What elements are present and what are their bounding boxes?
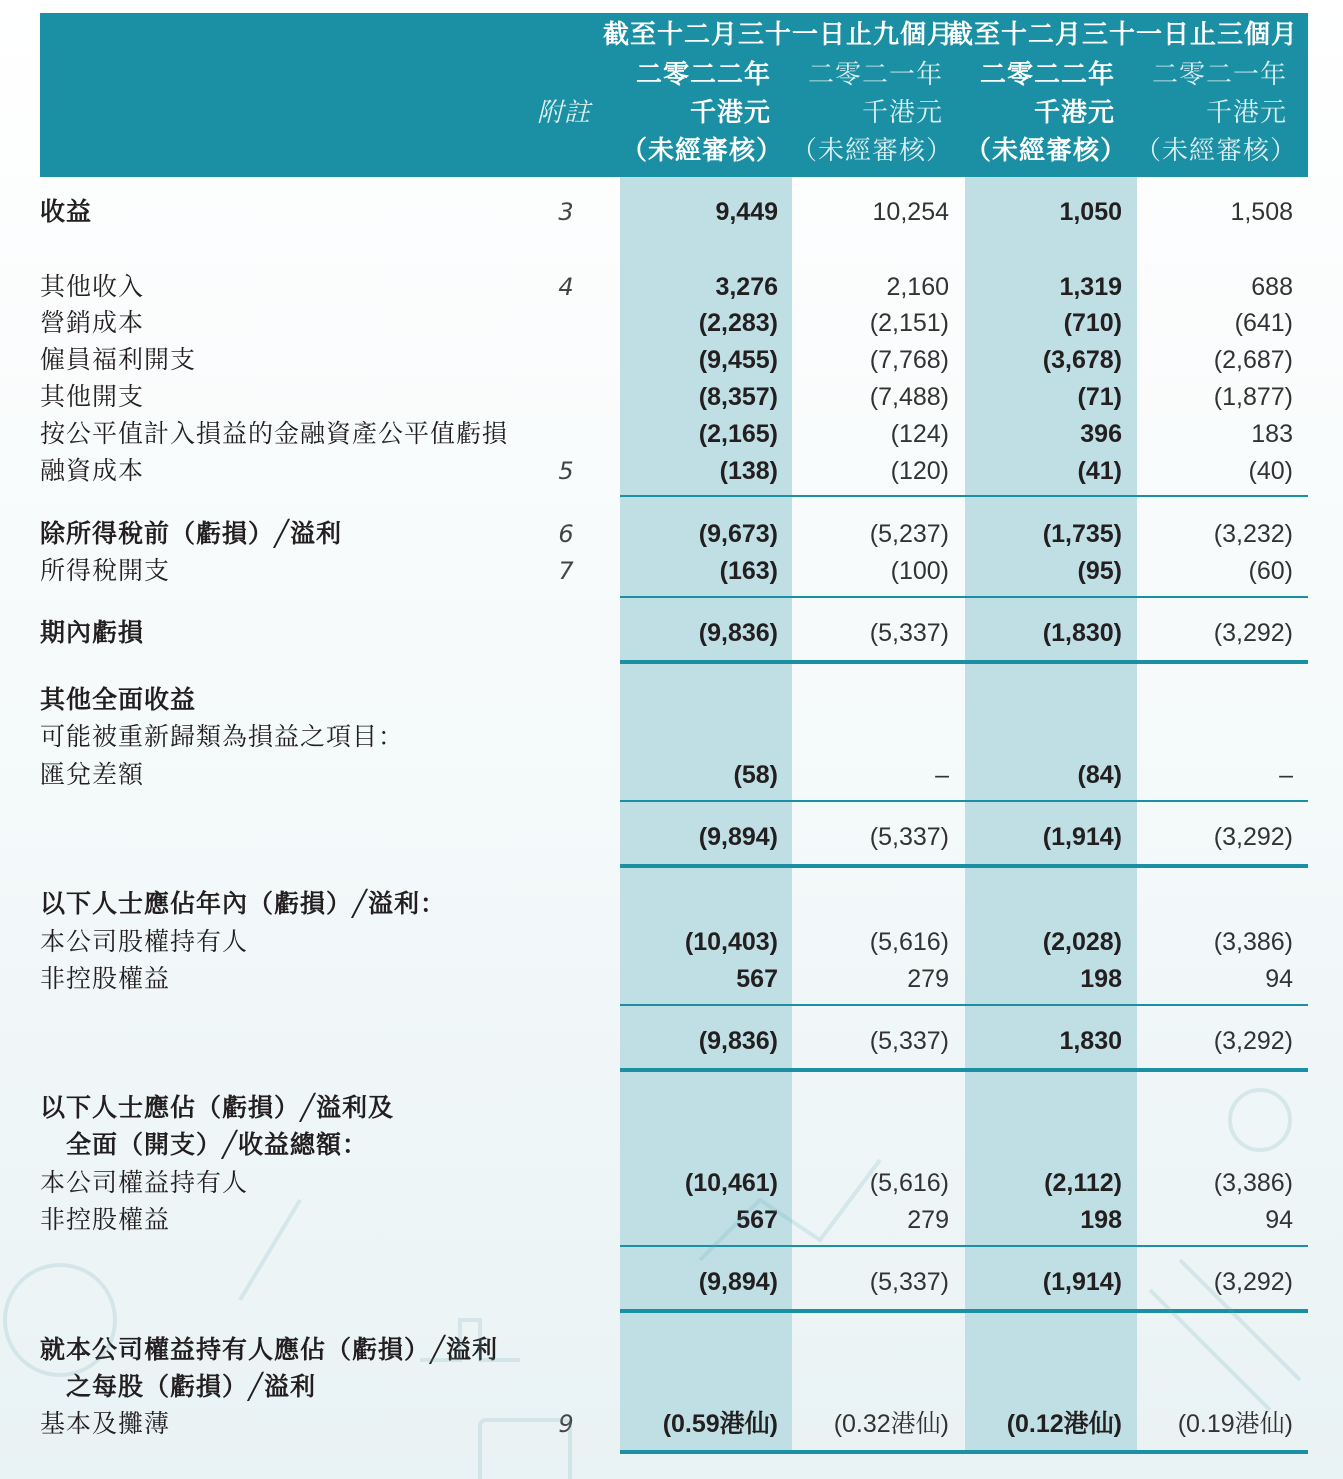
row-label: 之每股（虧損）╱溢利: [66, 1372, 317, 1401]
value-9m-2021: (124): [890, 420, 949, 448]
value-9m-2021: 279: [907, 1206, 949, 1234]
value-3m-2021: (3,232): [1213, 520, 1293, 548]
value-9m-2022: 3,276: [715, 273, 778, 301]
value-3m-2022: (2,112): [1044, 1169, 1122, 1197]
value-9m-2022: (58): [733, 761, 778, 789]
value-9m-2022: (9,836): [698, 619, 778, 647]
row-label: 基本及攤薄: [40, 1409, 171, 1438]
value-3m-2021: 183: [1251, 420, 1293, 448]
value-3m-2022: 396: [1080, 420, 1122, 448]
value-3m-2022: 1,319: [1059, 273, 1122, 301]
header-9m-2022-unit: 千港元: [689, 98, 771, 128]
value-9m-2022: (10,403): [684, 928, 778, 956]
value-3m-2022: (71): [1077, 383, 1122, 411]
row-label: 除所得稅前（虧損）╱溢利: [40, 519, 343, 548]
row-label: 非控股權益: [40, 964, 171, 993]
row-label: 融資成本: [40, 456, 145, 485]
row-label: 期內虧損: [40, 618, 145, 647]
rule: [620, 660, 1308, 664]
value-9m-2021: (0.32港仙): [833, 1410, 949, 1438]
value-3m-2022: 1,050: [1059, 198, 1122, 226]
value-3m-2021: (3,292): [1213, 1268, 1293, 1296]
row-label: 其他收入: [40, 272, 145, 301]
row-label: 就本公司權益持有人應佔（虧損）╱溢利: [40, 1335, 499, 1364]
value-9m-2021: (7,768): [869, 346, 949, 374]
row-label: 全面（開支）╱收益總額：: [66, 1130, 369, 1159]
value-3m-2021: 688: [1251, 273, 1293, 301]
value-9m-2021: 2,160: [886, 273, 949, 301]
value-3m-2022: (2,028): [1042, 928, 1122, 956]
header-three-months: 截至十二月三十一日止三個月: [946, 20, 1298, 50]
row-label: 非控股權益: [40, 1205, 171, 1234]
value-9m-2022: (138): [719, 457, 778, 485]
row-note-ref: 5: [558, 457, 574, 485]
value-9m-2021: (5,616): [869, 1169, 949, 1197]
row-label: 匯兌差額: [40, 760, 145, 789]
rule: [620, 800, 1308, 802]
header-3m-2021-unaudited: （未經審核）: [1134, 136, 1297, 166]
value-3m-2022: (84): [1077, 761, 1122, 789]
value-9m-2021: (5,337): [869, 1027, 949, 1055]
value-3m-2021: 94: [1265, 965, 1293, 993]
value-3m-2021: (3,386): [1213, 1169, 1293, 1197]
header-3m-2021-year: 二零二一年: [1151, 60, 1287, 90]
row-label: 其他全面收益: [40, 685, 197, 714]
value-9m-2021: (120): [890, 457, 949, 485]
header-3m-2022-unit: 千港元: [1033, 98, 1115, 128]
value-9m-2021: (5,337): [869, 1268, 949, 1296]
row-label: 可能被重新歸類為損益之項目：: [40, 722, 405, 751]
value-9m-2022: (9,673): [698, 520, 778, 548]
row-label: 其他開支: [40, 382, 145, 411]
header-9m-2022-unaudited: （未經審核）: [620, 136, 783, 166]
value-9m-2021: (100): [890, 557, 949, 585]
value-9m-2022: (10,461): [684, 1169, 778, 1197]
row-label: 本公司股權持有人: [40, 927, 249, 956]
row-label: 所得稅開支: [40, 556, 171, 585]
header-9m-2021-unit: 千港元: [861, 98, 943, 128]
value-3m-2021: 1,508: [1230, 198, 1293, 226]
row-note-ref: 3: [558, 198, 574, 226]
value-3m-2022: (1,830): [1042, 619, 1122, 647]
header-9m-2021-year: 二零二一年: [807, 60, 943, 90]
rule: [620, 1004, 1308, 1006]
rule: [620, 1309, 1308, 1313]
value-3m-2022: (95): [1077, 557, 1122, 585]
header-notes: 附註: [536, 98, 591, 128]
rule: [620, 495, 1308, 497]
row-label: 按公平值計入損益的金融資產公平值虧損: [40, 419, 509, 448]
value-3m-2022: (1,914): [1042, 823, 1122, 851]
value-9m-2021: (2,151): [869, 309, 949, 337]
value-9m-2022: (9,455): [698, 346, 778, 374]
value-9m-2021: 10,254: [872, 198, 949, 226]
value-3m-2021: (3,386): [1213, 928, 1293, 956]
rule: [620, 596, 1308, 598]
value-3m-2021: 94: [1265, 1206, 1293, 1234]
rule: [620, 1450, 1308, 1454]
row-label: 僱員福利開支: [40, 345, 197, 374]
value-9m-2021: (7,488): [869, 383, 949, 411]
value-9m-2022: (9,836): [698, 1027, 778, 1055]
rule: [620, 1245, 1308, 1247]
value-9m-2021: –: [935, 761, 949, 789]
header-nine-months: 截至十二月三十一日止九個月: [602, 20, 954, 50]
row-note-ref: 4: [558, 273, 574, 301]
value-9m-2022: (9,894): [698, 823, 778, 851]
value-9m-2022: (0.59港仙): [662, 1410, 778, 1438]
value-3m-2022: 198: [1080, 965, 1122, 993]
value-9m-2022: (163): [719, 557, 778, 585]
value-3m-2022: (3,678): [1042, 346, 1122, 374]
value-3m-2022: 1,830: [1059, 1027, 1122, 1055]
value-9m-2022: 567: [736, 1206, 778, 1234]
value-3m-2022: (1,914): [1042, 1268, 1122, 1296]
value-3m-2021: (40): [1248, 457, 1293, 485]
value-3m-2021: –: [1279, 761, 1293, 789]
value-3m-2021: (0.19港仙): [1177, 1410, 1293, 1438]
value-3m-2022: (41): [1077, 457, 1122, 485]
value-9m-2022: 567: [736, 965, 778, 993]
value-3m-2021: (3,292): [1213, 1027, 1293, 1055]
value-3m-2021: (60): [1248, 557, 1293, 585]
row-label: 本公司權益持有人: [40, 1168, 249, 1197]
value-3m-2022: (0.12港仙): [1006, 1410, 1122, 1438]
value-9m-2021: (5,337): [869, 823, 949, 851]
value-9m-2021: 279: [907, 965, 949, 993]
rule: [620, 1068, 1308, 1072]
value-3m-2022: (1,735): [1042, 520, 1122, 548]
value-3m-2021: (3,292): [1213, 619, 1293, 647]
rule: [620, 864, 1308, 868]
value-3m-2021: (2,687): [1213, 346, 1293, 374]
value-9m-2021: (5,616): [869, 928, 949, 956]
header-9m-2022-year: 二零二二年: [635, 60, 771, 90]
value-9m-2022: (2,165): [698, 420, 778, 448]
header-3m-2021-unit: 千港元: [1205, 98, 1287, 128]
value-3m-2022: 198: [1080, 1206, 1122, 1234]
row-label: 營銷成本: [40, 308, 145, 337]
value-9m-2022: (8,357): [698, 383, 778, 411]
value-9m-2022: 9,449: [715, 198, 778, 226]
value-9m-2022: (2,283): [698, 309, 778, 337]
row-note-ref: 6: [558, 520, 574, 548]
value-3m-2021: (641): [1234, 309, 1293, 337]
value-3m-2022: (710): [1063, 309, 1122, 337]
row-note-ref: 9: [558, 1410, 574, 1438]
header-9m-2021-unaudited: （未經審核）: [790, 136, 953, 166]
value-9m-2021: (5,237): [869, 520, 949, 548]
value-9m-2021: (5,337): [869, 619, 949, 647]
value-3m-2021: (1,877): [1213, 383, 1293, 411]
row-label: 以下人士應佔（虧損）╱溢利及: [40, 1093, 395, 1122]
row-label: 收益: [40, 197, 93, 226]
value-9m-2022: (9,894): [698, 1268, 778, 1296]
header-3m-2022-year: 二零二二年: [979, 60, 1115, 90]
value-3m-2021: (3,292): [1213, 823, 1293, 851]
row-note-ref: 7: [558, 557, 574, 585]
header-3m-2022-unaudited: （未經審核）: [964, 136, 1127, 166]
row-label: 以下人士應佔年內（虧損）╱溢利：: [40, 889, 447, 918]
